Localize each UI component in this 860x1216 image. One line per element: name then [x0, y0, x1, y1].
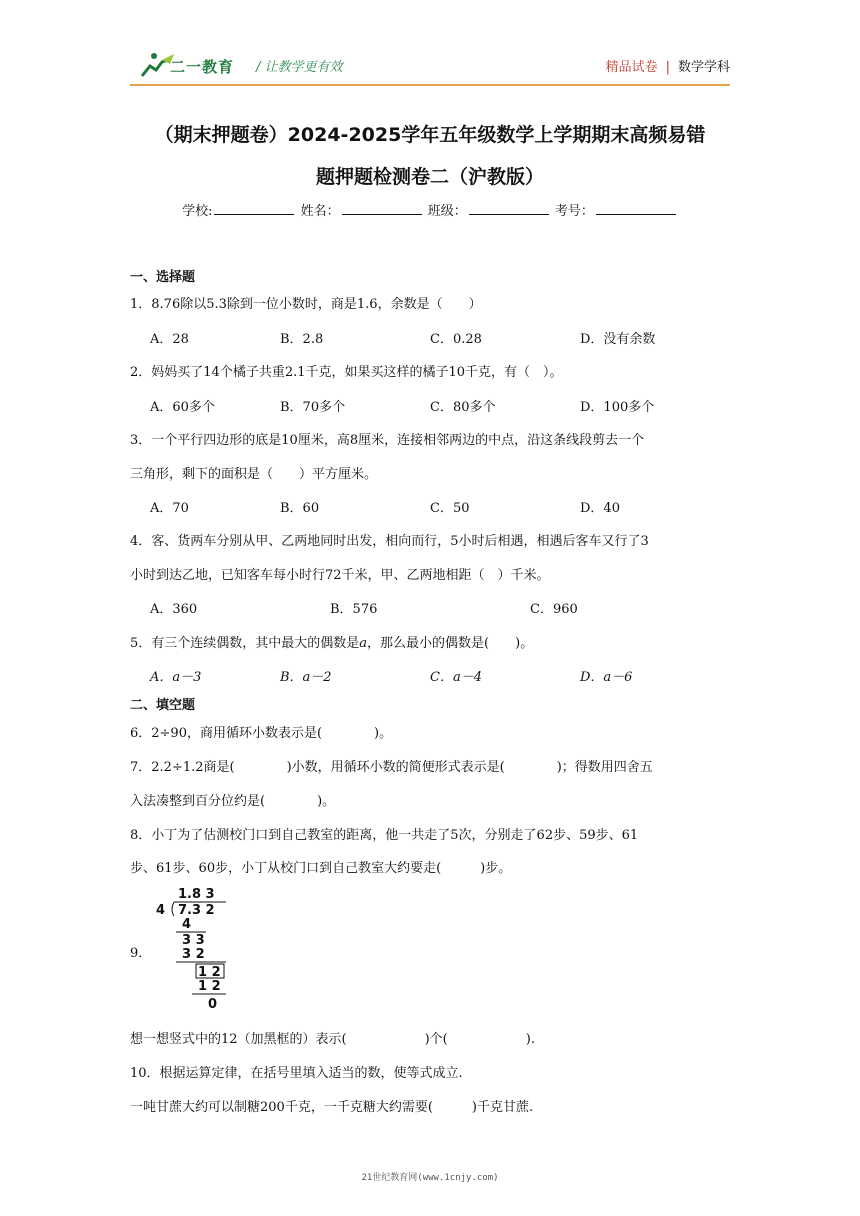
division-step-5: 1 2: [198, 979, 221, 994]
division-step-4-boxed: 1 2: [198, 965, 221, 980]
q2-option-b[interactable]: B．70多个: [280, 400, 346, 415]
q2-option-c[interactable]: C．80多个: [430, 400, 496, 415]
question-10-line1: 10．根据运算定律，在括号里填入适当的数，使等式成立.: [130, 1066, 463, 1081]
q5-option-c[interactable]: C．a－4: [430, 670, 482, 685]
number-label: 考号：: [554, 204, 594, 219]
header-right: [606, 56, 730, 75]
division-remainder: 0: [208, 997, 218, 1012]
q5-stem-b: ，那么最小的偶数是( )。: [367, 636, 534, 651]
q5-option-d[interactable]: D．a－6: [580, 670, 633, 685]
class-label: 班级：: [427, 204, 467, 219]
header-label-exam: 精品试卷: [605, 60, 658, 75]
q5-option-b[interactable]: B．a－2: [280, 670, 332, 685]
q2-option-a[interactable]: A．60多个: [150, 400, 215, 415]
q1-option-a[interactable]: A．28: [150, 332, 189, 347]
header-separator: |: [665, 60, 670, 75]
q3-option-a[interactable]: A．70: [150, 501, 189, 516]
page-header: [130, 48, 730, 84]
question-7-line2: 入法凑整到百分位约是( )。: [130, 794, 336, 809]
question-10-line2: 一吨甘蔗大约可以制糖200千克，一千克糖大约需要( )千克甘蔗.: [130, 1100, 534, 1115]
question-7-line1: 7．2.2÷1.2商是( )小数，用循环小数的简便形式表示是( )；得数用四舍五: [130, 760, 653, 775]
section-fill: 二、填空题: [130, 698, 196, 713]
question-8-line2: 步、61步、60步，小丁从校门口到自己教室大约要走( )步。: [130, 861, 512, 876]
question-8-line1: 8．小丁为了估测校门口到自己教室的距离，他一共走了5次，分别走了62步、59步、61: [130, 828, 639, 843]
school-blank[interactable]: [214, 202, 294, 215]
q4-option-b[interactable]: B．576: [330, 602, 378, 617]
question-3-line2: 三角形，剩下的面积是（ ）平方厘米。: [130, 467, 378, 482]
q4-option-a[interactable]: A．360: [150, 602, 198, 617]
student-info-row: [0, 200, 860, 219]
q5-variable: a: [359, 636, 368, 651]
section-choice: 一、选择题: [130, 270, 196, 285]
q2-option-d[interactable]: D．100多个: [580, 400, 655, 415]
division-dividend: 7.3 2: [178, 903, 215, 918]
division-step-3: 3 2: [182, 947, 205, 962]
division-divisor: 4: [156, 903, 166, 918]
question-1: 1．8.76除以5.3除到一位小数时，商是1.6，余数是（ ）: [130, 297, 482, 312]
question-6: 6．2÷90，商用循环小数表示是( )。: [130, 726, 393, 741]
question-5: [130, 632, 533, 651]
question-3-line1: 3．一个平行四边形的底是10厘米，高8厘米，连接相邻两边的中点，沿这条线段剪去一个: [130, 433, 645, 448]
name-label: 姓名：: [300, 204, 340, 219]
division-quotient: 1.8 3: [178, 887, 215, 902]
q5-option-a[interactable]: A．a－3: [150, 670, 202, 685]
slogan: / 让教学更有效: [256, 60, 343, 75]
q5-stem-a: 5．有三个连续偶数，其中最大的偶数是: [130, 636, 360, 651]
q3-option-c[interactable]: C．50: [430, 501, 470, 516]
q4-option-c[interactable]: C．960: [530, 602, 578, 617]
question-4-line1: 4．客、货两车分别从甲、乙两地同时出发，相向而行，5小时后相遇，相遇后客车又行了3: [130, 534, 649, 549]
school-label: 学校:: [182, 204, 213, 219]
number-blank[interactable]: [596, 202, 676, 215]
division-step-2: 3 3: [182, 933, 205, 948]
q3-option-d[interactable]: D．40: [580, 501, 620, 516]
header-divider: [130, 84, 730, 86]
q1-option-d[interactable]: D．没有余数: [580, 332, 656, 347]
question-2: 2．妈妈买了14个橘子共重2.1千克，如果买这样的橘子10千克，有（ ）。: [130, 365, 563, 380]
division-step-1: 4: [182, 917, 192, 932]
q3-option-b[interactable]: B．60: [280, 501, 320, 516]
header-label-subject: 数学学科: [677, 60, 730, 75]
page-footer: 21世纪教育网(www.1cnjy.com): [361, 1173, 499, 1183]
question-4-line2: 小时到达乙地，已知客车每小时行72千米，甲、乙两地相距（ ）千米。: [130, 568, 550, 583]
long-division-figure: [156, 886, 230, 1014]
question-9-text: 想一想竖式中的12（加黑框的）表示( )个( ).: [130, 1032, 535, 1047]
q1-option-c[interactable]: C．0.28: [430, 332, 482, 347]
page-title-line2: 题押题检测卷二（沪教版）: [315, 166, 544, 188]
q1-option-b[interactable]: B．2.8: [280, 332, 324, 347]
name-blank[interactable]: [342, 202, 422, 215]
class-blank[interactable]: [469, 202, 549, 215]
page-title-line1: （期末押题卷）2024-2025学年五年级数学上学期期末高频易错: [154, 124, 706, 146]
brand-name: 二一教育: [170, 58, 235, 76]
question-9-number: 9．: [130, 946, 152, 961]
